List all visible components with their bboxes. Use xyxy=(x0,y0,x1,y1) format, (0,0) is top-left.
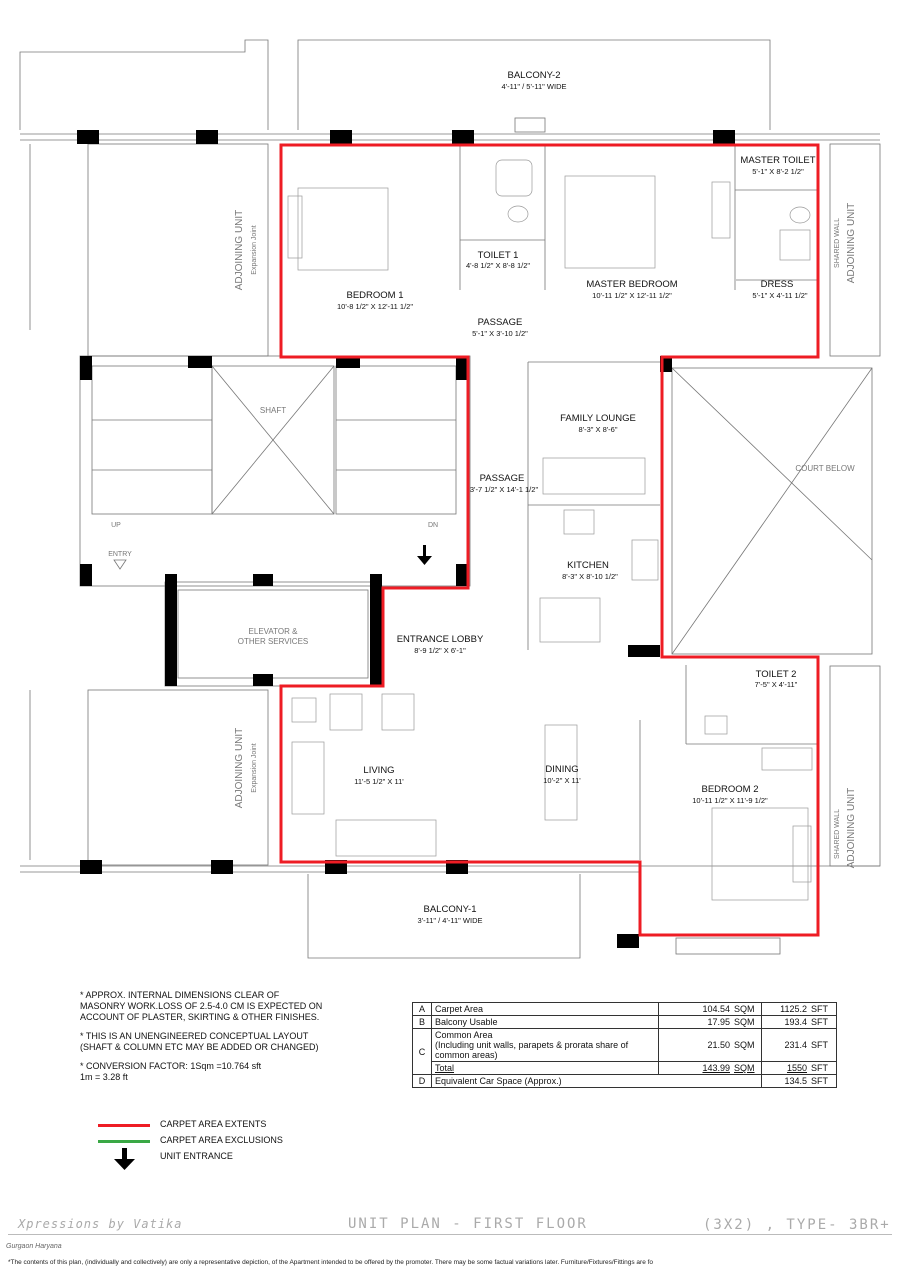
adjoining-unit-label-right-top: ADJOINING UNIT xyxy=(846,202,857,284)
legend-label: CARPET AREA EXTENTS xyxy=(160,1119,267,1129)
total-sft-unit: SFT xyxy=(810,1062,837,1075)
footer-divider xyxy=(8,1234,892,1235)
row-sft: 193.4 xyxy=(762,1016,811,1029)
dn-label: DN xyxy=(427,522,439,529)
room-labels xyxy=(337,70,816,925)
passage2-dim: 3'-7 1/2" X 14'-1 1/2" xyxy=(469,485,539,494)
table-row xyxy=(413,1016,837,1029)
balcony1-name: BALCONY-1 xyxy=(423,904,477,915)
note-conversion: * CONVERSION FACTOR: 1Sqm =10.764 sft 1m = 3.28 ft xyxy=(80,1061,262,1082)
wall-outlines xyxy=(20,40,880,958)
living-dim: 11'-5 1/2" X 11' xyxy=(354,777,404,786)
row-sft-unit: SFT xyxy=(810,1075,837,1088)
row-desc: Common Area (Including unit walls, parapets & prorata share of common areas) xyxy=(432,1029,659,1062)
passage1-dim: 5'-1" X 3'-10 1/2" xyxy=(472,329,528,338)
carpet-area-boundary xyxy=(281,145,818,935)
row-sft-unit: SFT xyxy=(810,1016,837,1029)
passage1-name: PASSAGE xyxy=(477,317,523,328)
plan-title: UNIT PLAN - FIRST FLOOR xyxy=(348,1216,588,1232)
adjoining-unit-label-bottom: ADJOINING UNIT xyxy=(234,727,245,809)
up-label: UP xyxy=(111,522,121,529)
row-sqm: 104.54 xyxy=(659,1003,734,1016)
living-name: LIVING xyxy=(363,765,395,776)
master-toilet-dim: 5'-1" X 8'-2 1/2" xyxy=(752,167,804,176)
adjoining-unit-label-right-bottom: ADJOINING UNIT xyxy=(846,787,857,869)
toilet2-name: TOILET 2 xyxy=(755,669,797,680)
table-row xyxy=(413,1029,837,1062)
total-sft: 1550 xyxy=(762,1062,811,1075)
bedroom2-name: BEDROOM 2 xyxy=(701,784,759,795)
family-lounge-dim: 8'-3" X 8'-6" xyxy=(578,425,618,434)
balcony2-name: BALCONY-2 xyxy=(507,70,561,81)
elevator-label-1: ELEVATOR & xyxy=(248,627,298,636)
row-sft: 231.4 xyxy=(762,1029,811,1062)
arrow-down-icon xyxy=(112,1148,142,1172)
brand-location: Gurgaon Haryana xyxy=(6,1243,62,1250)
table-row xyxy=(413,1075,837,1088)
total-desc: Total xyxy=(432,1062,659,1075)
green-line-swatch xyxy=(98,1140,150,1143)
entry-arrow xyxy=(417,545,432,565)
entrance-lobby-dim: 8'-9 1/2" X 6'-1" xyxy=(414,646,466,655)
row-sqm-unit: SQM xyxy=(733,1003,762,1016)
total-sqm: 143.99 xyxy=(659,1062,734,1075)
row-sqm: 21.50 xyxy=(659,1029,734,1062)
area-statement-table xyxy=(412,1002,837,1088)
row-code: C xyxy=(413,1029,432,1075)
toilet2-dim: 7'-5" X 4'-11" xyxy=(754,680,798,689)
entrance-lobby-name: ENTRANCE LOBBY xyxy=(396,634,484,645)
shared-wall-label-bottom: SHARED WALL xyxy=(834,809,841,859)
master-bedroom-name: MASTER BEDROOM xyxy=(586,279,678,290)
bedroom1-name: BEDROOM 1 xyxy=(346,290,404,301)
master-bedroom-dim: 10'-11 1/2" X 12'-11 1/2" xyxy=(592,291,672,300)
note-dimensions: * APPROX. INTERNAL DIMENSIONS CLEAR OF MASONRY WORK.LOSS OF 2.5-4.0 CM IS EXPECTED ON ACCOUNT OF PLASTER, SKIRTING & OTHER FINISHES. xyxy=(80,990,323,1022)
bedroom1-dim: 10'-8 1/2" X 12'-11 1/2" xyxy=(336,302,414,311)
row-sft: 1125.2 xyxy=(762,1003,811,1016)
row-sqm-unit: SQM xyxy=(733,1016,762,1029)
table-row-total xyxy=(413,1062,837,1075)
row-desc: Equivalent Car Space (Approx.) xyxy=(432,1075,762,1088)
total-sqm-unit: SQM xyxy=(733,1062,762,1075)
dress-name: DRESS xyxy=(760,279,794,290)
disclaimer: *The contents of this plan, (individually and collectively) are only a representative depiction, of the Apartment intended to be offered by the promoter. There may be some factual variations later. Furniture/Fixtures/Fittings are fo xyxy=(8,1259,654,1266)
red-line-swatch xyxy=(98,1124,150,1127)
plan-type: (3X2) , TYPE- 3BR+ xyxy=(703,1217,891,1233)
shaft-label: SHAFT xyxy=(259,406,287,415)
toilet1-dim: 4'-8 1/2" X 8'-8 1/2" xyxy=(465,261,531,270)
expansion-joint-label-bottom: Expansion Joint xyxy=(251,743,258,793)
structural-columns xyxy=(77,130,735,948)
dress-dim: 5'-1" X 4'-11 1/2" xyxy=(752,291,808,300)
row-code: D xyxy=(413,1075,432,1088)
entry-label: ENTRY xyxy=(108,551,132,558)
kitchen-name: KITCHEN xyxy=(567,560,609,571)
court-below-label: COURT BELOW xyxy=(795,464,855,473)
row-desc: Balcony Usable xyxy=(432,1016,659,1029)
master-toilet-name: MASTER TOILET xyxy=(740,155,816,166)
row-sft-unit: SFT xyxy=(810,1029,837,1062)
adjoining-unit-label-top: ADJOINING UNIT xyxy=(234,209,245,291)
row-code: A xyxy=(413,1003,432,1016)
dining-dim: 10'-2" X 11' xyxy=(543,776,581,785)
entry-marker xyxy=(114,560,126,569)
row-sft: 134.5 xyxy=(762,1075,811,1088)
table-row xyxy=(413,1003,837,1016)
expansion-joint-label-top: Expansion Joint xyxy=(251,225,258,275)
brand-name: Xpressions by Vatika xyxy=(18,1217,183,1231)
misc-labels xyxy=(108,203,857,869)
row-code: B xyxy=(413,1016,432,1029)
legend-label: CARPET AREA EXCLUSIONS xyxy=(160,1135,283,1145)
kitchen-dim: 8'-3" X 8'-10 1/2" xyxy=(562,572,618,581)
toilet1-name: TOILET 1 xyxy=(477,250,519,261)
footer xyxy=(0,1212,900,1272)
dining-name: DINING xyxy=(545,764,579,775)
family-lounge-name: FAMILY LOUNGE xyxy=(560,413,636,424)
shared-wall-label-top: SHARED WALL xyxy=(834,218,841,268)
legend-label: UNIT ENTRANCE xyxy=(160,1151,233,1161)
row-desc: Carpet Area xyxy=(432,1003,659,1016)
elevator-label-2: OTHER SERVICES xyxy=(237,637,309,646)
balcony2-dim: 4'-11" / 5'-11" WIDE xyxy=(501,82,567,91)
plan-notes xyxy=(80,990,400,1091)
passage2-name: PASSAGE xyxy=(479,473,525,484)
note-layout: * THIS IS AN UNENGINEERED CONCEPTUAL LAYOUT (SHAFT & COLUMN ETC MAY BE ADDED OR CHANGED) xyxy=(80,1031,319,1052)
balcony1-dim: 3'-11" / 4'-11" WIDE xyxy=(417,916,483,925)
row-sqm: 17.95 xyxy=(659,1016,734,1029)
row-sqm-unit: SQM xyxy=(733,1029,762,1062)
row-sft-unit: SFT xyxy=(810,1003,837,1016)
bedroom2-dim: 10'-11 1/2" X 11'-9 1/2" xyxy=(692,796,768,805)
